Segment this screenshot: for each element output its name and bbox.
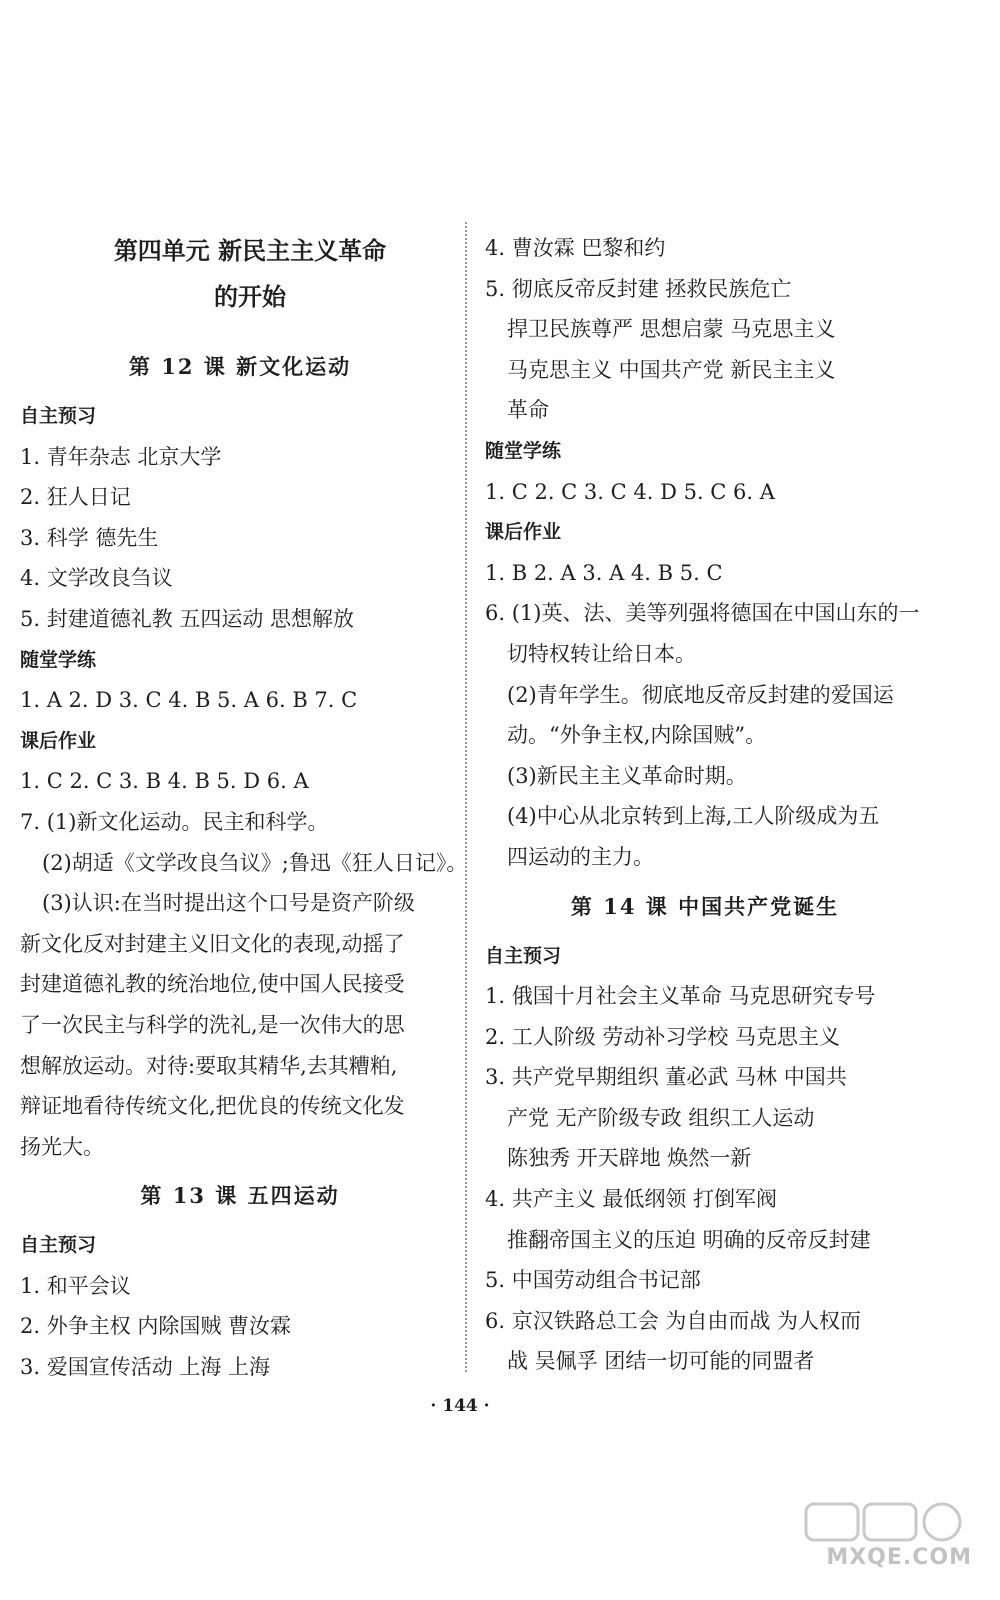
section-heading: 课后作业 <box>20 729 97 752</box>
answer-line: (3)新民主主义革命时期。 <box>507 763 747 788</box>
section-heading: 自主预习 <box>20 1234 97 1257</box>
answer-line: 3. 爱国宣传活动 上海 上海 <box>20 1355 271 1380</box>
answer-line: 新文化反对封建主义旧文化的表现,动摇了 <box>20 931 405 956</box>
answer-line: 1. 青年杂志 北京大学 <box>20 444 222 469</box>
answer-line: 1. 和平会议 <box>20 1273 131 1298</box>
answer-line: 6. (1)英、法、美等列强将德国在中国山东的一 <box>485 601 920 626</box>
answer-line: 扬光大。 <box>20 1134 104 1159</box>
answer-line: 封建道德礼教的统治地位,使中国人民接受 <box>20 972 405 997</box>
answer-line: 1. B 2. A 3. A 4. B 5. C <box>485 560 723 585</box>
answer-line: 产党 无产阶级专政 组织工人运动 <box>507 1105 815 1130</box>
answer-line: 4. 曹汝霖 巴黎和约 <box>485 236 666 260</box>
answer-line: 5. 彻底反帝反封建 拯救民族危亡 <box>485 276 792 301</box>
unit-title-line1: 第四单元 新民主主义革命 <box>113 236 387 265</box>
section-heading: 随堂学练 <box>485 439 562 462</box>
page-number: · 144 · <box>430 1396 490 1416</box>
watermark-logo <box>802 1500 972 1570</box>
answer-line: 想解放运动。对待:要取其精华,去其糟粕, <box>20 1053 398 1078</box>
lesson-12-title: 第 12 课 新文化运动 <box>128 354 352 379</box>
answer-line: 1. C 2. C 3. C 4. D 5. C 6. A <box>485 479 775 504</box>
answer-line: 6. 京汉铁路总工会 为自由而战 为人权而 <box>485 1308 862 1333</box>
answer-line: 4. 文学改良刍议 <box>20 566 173 591</box>
section-heading: 自主预习 <box>20 405 97 427</box>
answer-line: (3)认识:在当时提出这个口号是资产阶级 <box>42 891 415 916</box>
answer-line: 陈独秀 开天辟地 焕然一新 <box>507 1146 752 1171</box>
unit-title-block <box>20 228 460 338</box>
answer-line: 捍卫民族尊严 思想启蒙 马克思主义 <box>507 317 836 342</box>
answer-line: 1. A 2. D 3. C 4. B 5. A 6. B 7. C <box>20 688 358 713</box>
section-heading: 课后作业 <box>485 521 562 544</box>
right-column <box>485 228 925 1382</box>
answer-line: 革命 <box>507 398 549 423</box>
answer-line: (4)中心从北京转到上海,工人阶级成为五 <box>507 804 880 829</box>
answer-line: (2)胡适《文学改良刍议》;鲁迅《狂人日记》。 <box>42 850 468 875</box>
answer-line: 1. 俄国十月社会主义革命 马克思研究专号 <box>485 984 876 1009</box>
left-column <box>20 228 468 1388</box>
answer-line: 1. C 2. C 3. B 4. B 5. D 6. A <box>20 769 309 794</box>
watermark-text: MXQE.COM <box>826 1545 972 1570</box>
answer-line: 动。“外争主权,内除国贼”。 <box>507 723 767 748</box>
answer-line: 切特权转让给日本。 <box>507 641 696 666</box>
answer-line: 5. 中国劳动组合书记部 <box>485 1268 701 1293</box>
answer-line: 3. 共产党早期组织 董必武 马林 中国共 <box>485 1065 847 1090</box>
lesson-13-title: 第 13 课 五四运动 <box>140 1183 340 1209</box>
answer-line: 辩证地看待传统文化,把优良的传统文化发 <box>20 1094 405 1119</box>
section-heading: 随堂学练 <box>20 648 97 671</box>
answer-line: 四运动的主力。 <box>507 844 654 869</box>
lesson-14-title: 第 14 课 中国共产党诞生 <box>570 893 840 919</box>
answer-line: 5. 封建道德礼教 五四运动 思想解放 <box>20 606 355 631</box>
answer-line: 推翻帝国主义的压迫 明确的反帝反封建 <box>507 1227 871 1252</box>
column-divider <box>465 222 467 1372</box>
answer-line: 3. 科学 德先生 <box>20 525 159 550</box>
answer-line: 7. (1)新文化运动。民主和科学。 <box>20 809 329 834</box>
answer-line: 马克思主义 中国共产党 新民主主义 <box>507 357 836 382</box>
unit-title-line2: 的开始 <box>214 282 286 311</box>
answer-line: (2)青年学生。彻底地反帝反封建的爱国运 <box>507 682 894 707</box>
answer-line: 2. 狂人日记 <box>20 485 131 510</box>
answer-line: 战 吴佩孚 团结一切可能的同盟者 <box>507 1349 815 1374</box>
answer-line: 了一次民主与科学的洗礼,是一次伟大的思 <box>20 1012 405 1037</box>
section-heading: 自主预习 <box>485 944 562 967</box>
answer-line: 2. 工人阶级 劳动补习学校 马克思主义 <box>485 1024 841 1049</box>
answer-line: 2. 外争主权 内除国贼 曹汝霖 <box>20 1314 292 1339</box>
answer-line: 4. 共产主义 最低纲领 打倒军阀 <box>485 1187 778 1212</box>
